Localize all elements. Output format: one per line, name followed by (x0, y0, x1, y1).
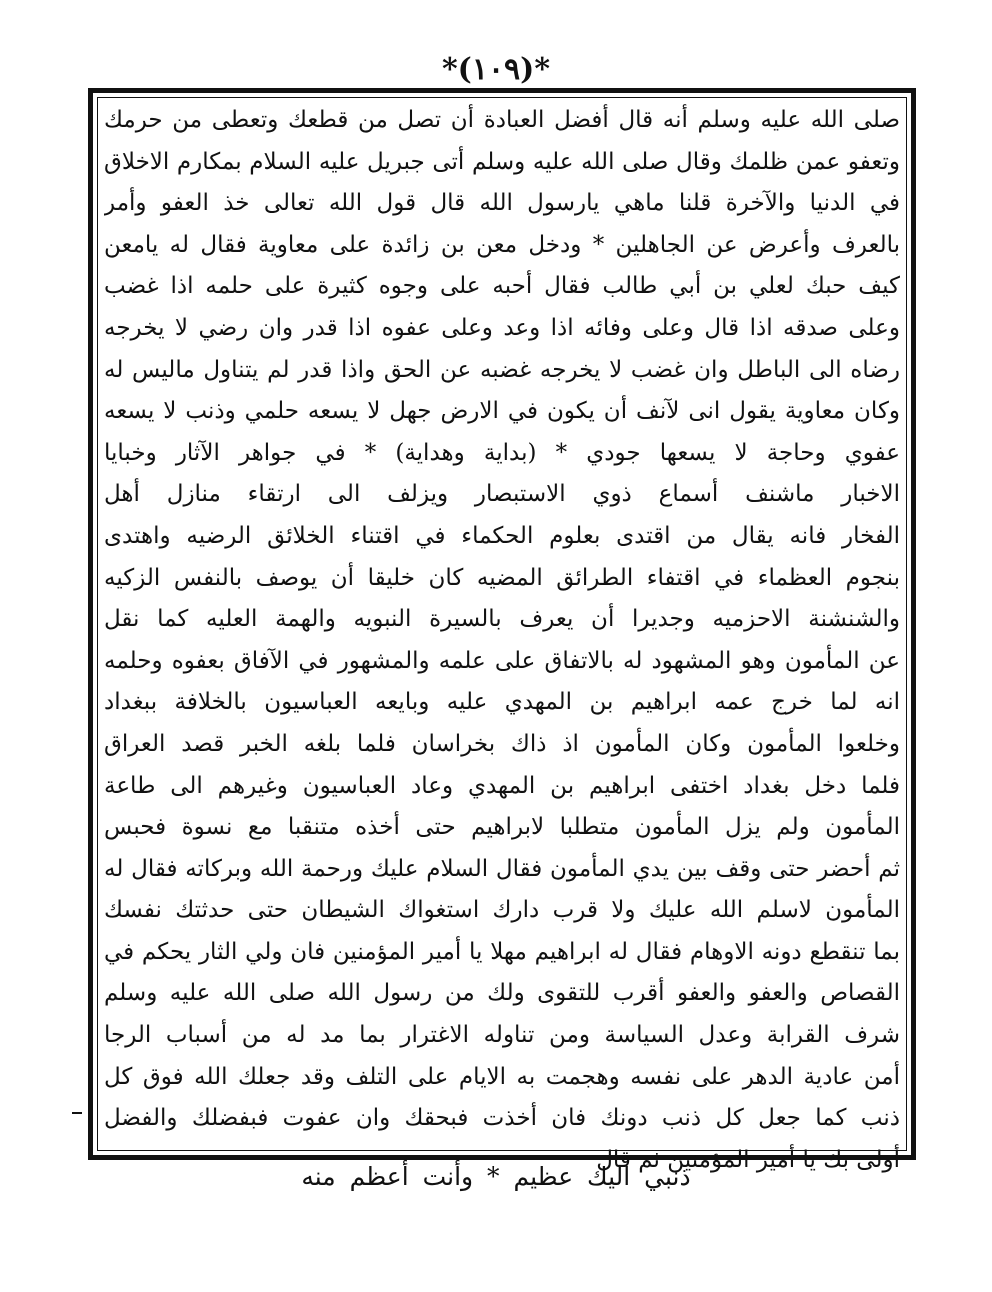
text-line: المأمون ولم يزل المأمون متطلبا لابراهيم حتى أخذه متنقبا مع نسوة فحبس (104, 814, 900, 841)
text-line: رضاه الى الباطل وان غضب لا يخرجه غضبه عن الحق واذا قدر لم يتناول ماليس له (104, 356, 900, 383)
text-line: بنجوم العظماء في اقتفاء الطرائق المضيه كان خليقا أن يوصف بالنفس الزكيه (104, 564, 900, 591)
body-text (104, 100, 900, 1173)
text-line: وتعفو عمن ظلمك وقال صلى الله عليه وسلم أتى جبريل عليه السلام بمكارم الاخلاق (104, 148, 900, 175)
poem-verse: ذنبي اليك عظيم * وأنت أعظم منه (301, 1162, 691, 1191)
text-line: ثم أحضر حتى وقف بين يدي المأمون فقال السلام عليك ورحمة الله وبركاته فقال له (104, 855, 900, 882)
text-line: عفوي وحاجة لا يسعها جودي * (بداية وهداية) * في جواهر الآثار وخبايا (104, 439, 900, 466)
margin-mark (72, 1112, 82, 1114)
text-line: عن المأمون وهو المشهود له بالاتفاق على علمه والمشهور في الآفاق بعفوه وحلمه (104, 647, 900, 674)
text-line: بما تنقطع دونه الاوهام فقال له ابراهيم مهلا يا أمير المؤمنين فان ولي الثار يحكم في (104, 938, 900, 965)
text-line: القصاص والعفو والعفو أقرب للتقوى ولك من رسول الله صلى الله عليه وسلم (104, 980, 900, 1007)
text-line: الاخبار ماشنف أسماع ذوي الاستبصار ويزلف الى ارتقاء منازل أهل (104, 481, 900, 508)
page-number: *(١٠٩)* (441, 52, 551, 87)
text-line: ذنب كما جعل كل ذنب دونك فان أخذت فبحقك وان عفوت فبفضلك والفضل (104, 1105, 900, 1132)
text-line: وخلعوا المأمون وكان المأمون اذ ذاك بخراسان فلما بلغه الخبر قصد العراق (104, 730, 900, 757)
text-line: بالعرف وأعرض عن الجاهلين * ودخل معن بن زائدة على معاوية فقال له يامعن (104, 231, 900, 258)
text-line: وكان معاوية يقول انى لآنف أن يكون في الارض جهل لا يسعه حلمي وذنب لا يسعه (104, 398, 900, 425)
text-line: أولى بك يا أمير المؤمنين ثم قال (596, 1146, 900, 1173)
text-line: في الدنيا والآخرة قلنا ماهي يارسول الله قال قول الله تعالى خذ العفو وأمر (104, 190, 900, 217)
text-line: المأمون لاسلم الله عليك ولا قرب دارك استغواك الشيطان حتى حدثتك نفسك (104, 897, 900, 924)
text-line: الفخار فانه يقال من اقتدى بعلوم الحكماء في اقتناء الخلائق الرضيه واهتدى (104, 522, 900, 549)
text-line: كيف حبك لعلي بن أبي طالب فقال أحبه على وجوه كثيرة على حلمه اذا غضب (104, 273, 900, 300)
text-line: صلى الله عليه وسلم أنه قال أفضل العبادة أن تصل من قطعك وتعطى من حرمك (104, 107, 900, 133)
text-line: انه لما خرج عمه ابراهيم بن المهدي عليه وبايعه العباسيون بالخلافة ببغداد (104, 689, 900, 716)
text-line: والشنشنة الاحزميه وجديرا أن يعرف بالسيرة النبويه والهمة العليه كما نقل (104, 606, 900, 633)
text-line: أمن عادية الدهر على نفسه وهجمت به الايام على التلف وقد جعلك الله فوق كل (104, 1063, 900, 1090)
text-line: وعلى صدقه اذا قال وعلى وفائه اذا وعد وعلى عفوه اذا قدر وان رضي لا يخرجه (104, 314, 900, 341)
text-line: فلما دخل بغداد اختفى ابراهيم بن المهدي وعاد العباسيون وغيرهم الى طاعة (104, 772, 900, 799)
text-line: شرف القرابة وعدل السياسة ومن تناوله الاغترار بما مد له من أسباب الرجا (104, 1022, 900, 1049)
